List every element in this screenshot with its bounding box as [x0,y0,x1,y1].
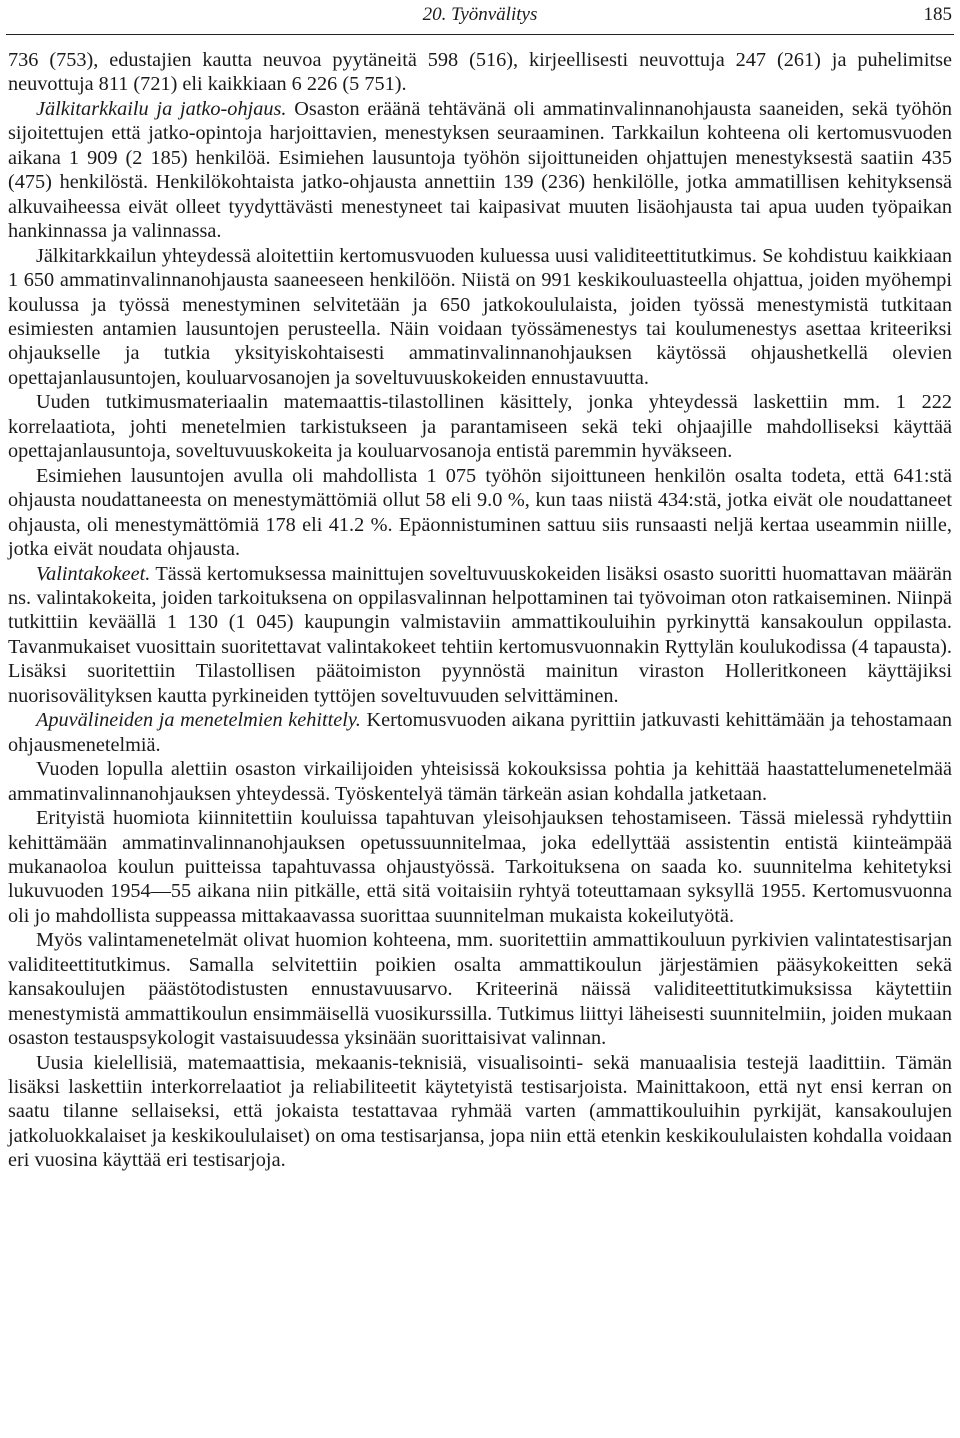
paragraph-text: Erityistä huomiota kiinnitettiin kouluissa tapahtuvan yleisohjauksen tehostamiseen. Tässä mielessä ryhdyttiin kehittämään ammatinvalinnanohjauksen opetussuunnitelmaa, joka edellyttää assistentin entistä kiinteämpää mukanaoloa koulun puitteissa tapahtuvassa ohjaustyössä. Tarkoituksena on saada ko. suunnitelma kehitetyksi lukuvuoden 1954—55 aikana niin pitkälle, että sitä voitaisiin ryhtyä toteuttamaan syksyllä 1955. Kertomusvuonna oli jo mahdollista suppeassa mittakaavassa suorittaa suunnitelman mukaista kokeilutyötä. [8,807,952,927]
paragraph-text: Vuoden lopulla alettiin osaston virkailijoiden yhteisissä kokouksissa pohtia ja kehittää haastattelumenetelmää ammatinvalinnanohjauksen yhteydessä. Työskentelyä tämän tärkeän asian kohdalla jatketaan. [8,758,952,805]
page-header [0,0,960,40]
paragraph [8,928,952,1050]
paragraph-text: Jälkitarkkailun yhteydessä aloitettiin kertomusvuoden kuluessa uusi validiteettitutkimus. Se kohdistuu kaikkiaan 1 650 ammatinvalinnanohjausta saaneeseen henkilöön. Niistä on 991 keskikouluasteella ohjattua, joiden myöhempi koulussa ja työssä menestyminen selvitetään ja 650 jatkokoululaista, joiden työssä menestymistä tutkitaan esimiesten antamien lausuntojen perusteella. Näin voidaan työssämenestys tai koulumenestys asettaa kriteeriksi ohjaukselle ja tutkia yksityiskohtaisesti ammatinvalinnanohjauksen käytössä ohjaushetkellä olevien opettajanlausuntojen, kouluarvosanojen ja soveltuvuuskokeiden ennustavuutta. [8,244,952,389]
section-paragraph [8,708,952,757]
page-number: 185 [923,4,952,25]
paragraph-text: 736 (753), edustajien kautta neuvoa pyytäneitä 598 (516), kirjeellisesti neuvottuja 247 (261) ja puhelimitse neuvottuja 811 (721) eli kaikkiaan 6 226 (5 751). [8,49,952,96]
section-paragraph [8,562,952,709]
section-paragraph [8,97,952,244]
paragraph [8,1051,952,1173]
section-heading: Apuvälineiden ja menetelmien kehittely. [36,709,361,732]
paragraph-text: Kertomusvuoden aikana pyrittiin jatkuvasti kehittämään ja tehostamaan ohjausmenetelmiä. [8,709,952,756]
section-heading: Jälkitarkkailu ja jatko-ohjaus. [36,97,287,120]
paragraph-text: Esimiehen lausuntojen avulla oli mahdollista 1 075 työhön sijoittuneen henkilön osalta todeta, että 641:stä ohjausta noudattaneesta on menestymättömiä ollut 58 eli 9.0 %, kun taas niistä 434:stä, jotka eivät ole noudattaneet ohjausta, oli menestymättömiä 178 eli 41.2 %. Epäonnistuminen sattuu siis runsaasti neljä kertaa useammin niille, jotka eivät noudata ohjausta. [8,464,952,561]
paragraph-text: Uuden tutkimusmateriaalin matemaattis-tilastollinen käsittely, jonka yhteydessä laskettiin mm. 1 222 korrelaatiota, johti menetelmien tarkistukseen ja parantamiseen sekä teki ohjaajille mahdolliseksi käyttää opettajanlausuntoja, soveltuvuuskokeita ja kouluarvosanoja entistä paremmin hyväkseen. [8,391,952,463]
paragraph-text: Uusia kielellisiä, matemaattisia, mekaanis-teknisiä, visualisointi- sekä manuaalisia testejä laadittiin. Tämän lisäksi laskettiin interkorrelaatiot ja reliabiliteetit käytetyistä testisarjoista. Mainittakoon, että nyt ensi kerran on saatu tilanne sellaiseksi, että jokaista testattavaa ryhmää varten (ammattikouluihin pyrkijät, kansakoulujen jatkoluokkalaiset ja keskikoululaiset) on oma testisarjansa, jopa niin että etenkin keskikoululaisten kohdalla voidaan eri vuosina käyttää eri testisarjoja. [8,1051,952,1172]
paragraph-text: Osaston eräänä tehtävänä oli ammatinvalinnanohjausta saaneiden, sekä työhön sijoitettujen että jatko-opintoja harjoittavien, menestyksen seuraaminen. Tarkkailun kohteena oli kertomusvuoden aikana 1 909 (2 185) henkilöä. Esimiehen lausuntoja työhön sijoittuneiden ohjattujen menestyksestä saatiin 435 (475) henkilöstä. Henkilökohtaista jatko-ohjausta annettiin 139 (236) henkilölle, jotka ammatillisen kehityksensä alkuvaiheessa eivät olleet tyydyttävästi menestyneet tai kaipasivat muuten lisäohjausta tai apua uuden työpaikan hankinnassa ja valinnassa. [8,97,952,243]
paragraph [8,244,952,391]
running-title: 20. Työnvälitys [422,4,538,25]
paragraph [8,48,952,97]
paragraph [8,806,952,928]
paragraph [8,390,952,463]
paragraph [8,757,952,806]
paragraph-text: Myös valintamenetelmät olivat huomion kohteena, mm. suoritettiin ammattikouluun pyrkivien valintatestisarjan validiteettitutkimus. Samalla selvitettiin poikien osalta ammattikoulun järjestämien pääsykokeitten sekä kansakoulujen päästötodistusten ennustavuusarvo. Kriteerinä näissä validiteettitutkimuksissa käytettiin menestymistä ammattikoulun ensimmäisellä vuosikurssilla. Tutkimus liittyi läheisesti suunnitelmiin, joiden mukaan osaston testauspsykologit vastaisuudessa yksinään suorittaisivat valinnan. [8,929,952,1050]
page-body [8,48,952,1173]
paragraph [8,464,952,562]
section-heading: Valintakokeet. [36,562,151,585]
header-rule [6,34,954,35]
paragraph-text: Tässä kertomuksessa mainittujen soveltuvuuskokeiden lisäksi osasto suoritti huomattavan määrän ns. valintakokeita, joiden tarkoituksena on oppilasvalinnan helpottaminen tai työvoiman oton ratkaiseminen. Niinpä tutkittiin keväällä 1 130 (1 045) kaupungin valmistaviin ammattikouluihin pyrkinyttä kansakoulun oppilasta. Tavanmukaiset vuosittain suoritettavat valintakokeet tehtiin kertomusvuonnakin Ryttylän koulukodissa (4 tapausta). Lisäksi suoritettiin Tilastollisen päätoimiston pyynnöstä mainitun viraston Holleritkoneen käyttäjiksi nuorisovälityksen kautta pyrkineiden tyttöjen soveltuvuuden selvittäminen. [8,562,952,707]
